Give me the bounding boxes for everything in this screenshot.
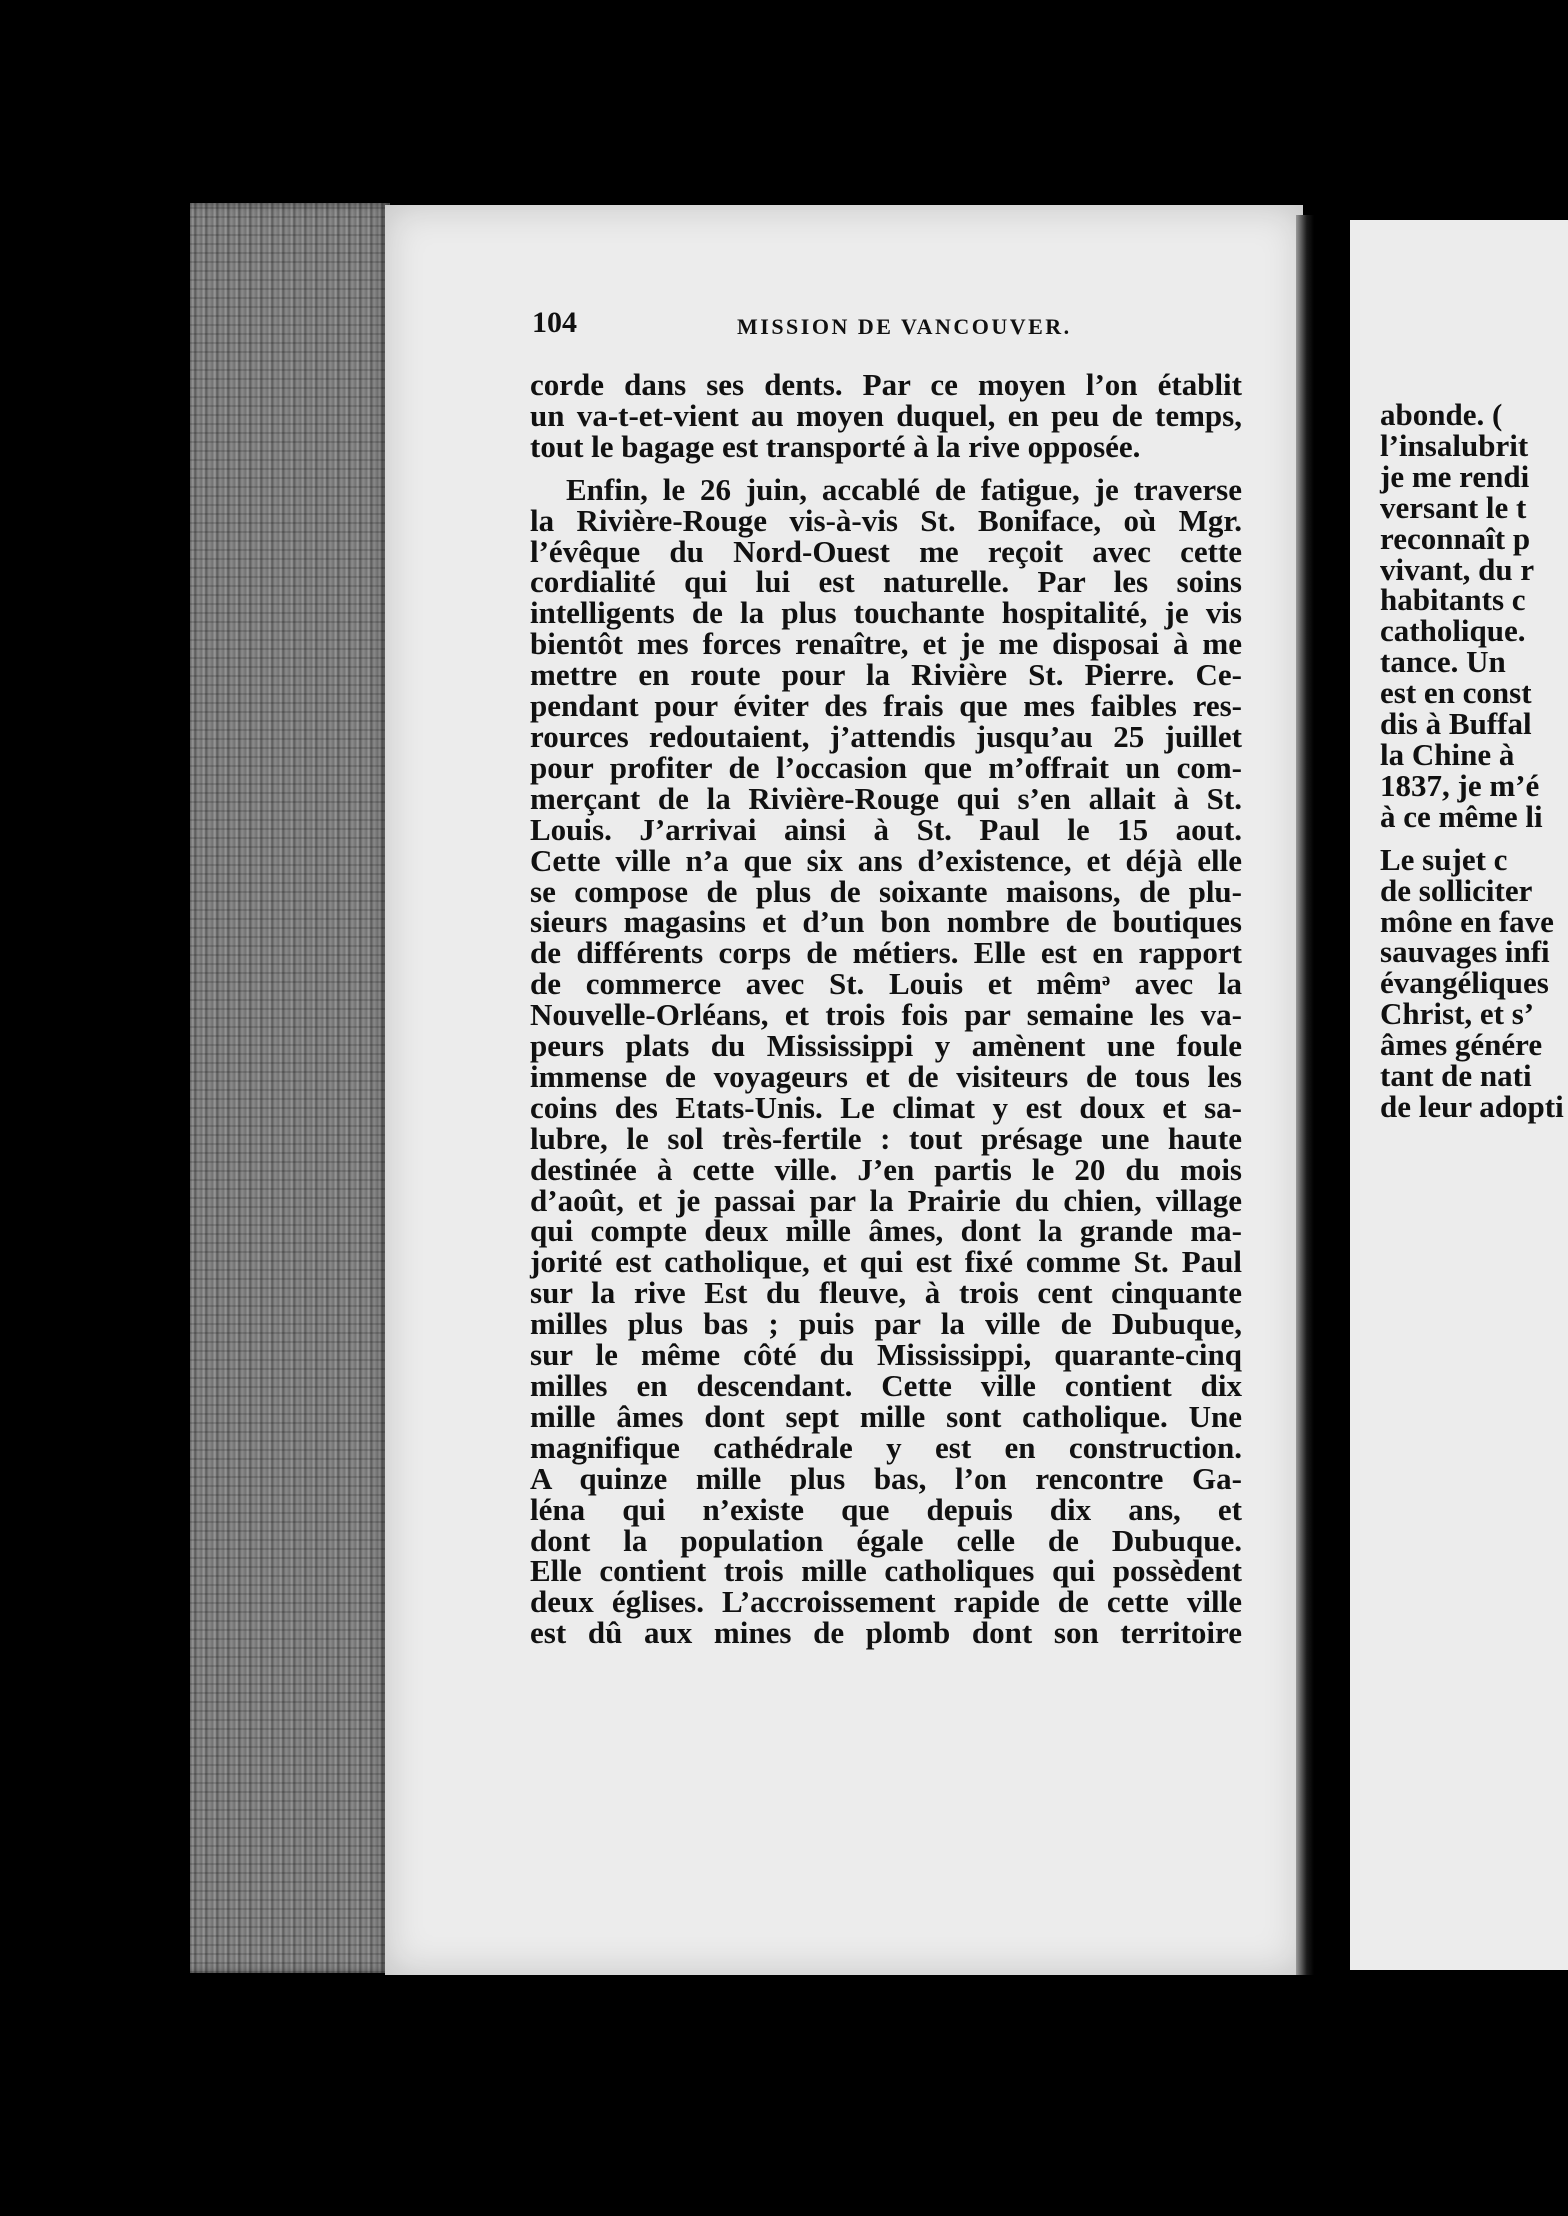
text-line: Elle contient trois mille catholiques qui possèdent <box>530 1553 1242 1589</box>
text-line: de solliciter <box>1380 872 1533 908</box>
text-line: se compose de plus de soixante maisons, de plu- <box>530 873 1242 909</box>
text-line: de leur adopti <box>1380 1088 1564 1124</box>
text-line: immense de voyageurs et de visiteurs de tous les <box>530 1058 1242 1094</box>
text-line: pour profiter de l’occasion que m’offrait un com- <box>530 749 1242 785</box>
text-line: de commerce avec St. Louis et mêmᵊ avec la <box>530 966 1242 1002</box>
text-line: l’insalubrit <box>1380 427 1529 463</box>
text-line: de différents corps de métiers. Elle est en rapport <box>530 935 1242 971</box>
text-line: léna qui n’existe que depuis dix ans, et <box>530 1491 1242 1527</box>
text-line: peurs plats du Mississippi y amènent une foule <box>530 1028 1242 1064</box>
text-line: à ce même li <box>1380 798 1543 834</box>
paragraph-2 <box>530 471 1242 1651</box>
text-line: l’évêque du Nord-Ouest me reçoit avec cette <box>530 533 1242 569</box>
text-line: abonde. ( <box>1380 397 1503 432</box>
book-gutter <box>1296 215 1314 1975</box>
text-line: est dû aux mines de plomb dont son territoire <box>530 1615 1242 1651</box>
text-line: coins des Etats-Unis. Le climat y est doux et sa- <box>530 1089 1242 1125</box>
text-line: lubre, le sol très-fertile : tout présage une haute <box>530 1120 1242 1156</box>
body-text <box>530 367 1242 1651</box>
text-line: intelligents de la plus touchante hospitalité, je vis <box>530 595 1242 631</box>
text-line: milles plus bas ; puis par la ville de Dubuque, <box>530 1306 1242 1342</box>
text-line: un va-t-et-vient au moyen duquel, en peu de temps, <box>530 397 1242 433</box>
text-line: tance. Un <box>1380 644 1506 680</box>
text-line: corde dans ses dents. Par ce moyen l’on établit <box>530 367 1242 402</box>
text-line: merçant de la Rivière-Rouge qui s’en allait à St. <box>530 780 1242 816</box>
page-number: 104 <box>532 306 577 339</box>
text-line: sur la rive Est du fleuve, à trois cent cinquante <box>530 1275 1242 1311</box>
text-line: mettre en route pour la Rivière St. Pierre. Ce- <box>530 657 1242 693</box>
text-line: d’août, et je passai par la Prairie du chien, village <box>530 1182 1242 1218</box>
text-line: versant le t <box>1380 489 1527 525</box>
text-line: rources redoutaient, j’attendis jusqu’au 25 juillet <box>530 718 1242 754</box>
text-line: habitants c <box>1380 582 1526 618</box>
right-page-text <box>1380 397 1568 1124</box>
text-line: sieurs magasins et d’un bon nombre de boutiques <box>530 904 1242 940</box>
text-line: 1837, je m’é <box>1380 767 1540 803</box>
text-line: Christ, et s’ <box>1380 996 1535 1032</box>
text-line: pendant pour éviter des frais que mes faibles res- <box>530 688 1242 724</box>
book-page-edges <box>190 203 390 1973</box>
paragraph-1 <box>530 367 1242 464</box>
text-line: sur le même côté du Mississippi, quarante-cinq <box>530 1337 1242 1373</box>
text-line: vivant, du r <box>1380 551 1535 587</box>
text-line: destinée à cette ville. J’en partis le 20 du mois <box>530 1151 1242 1187</box>
text-line: Le sujet c <box>1380 841 1508 877</box>
text-line: milles en descendant. Cette ville contient dix <box>530 1368 1242 1403</box>
text-line: sauvages infi <box>1380 934 1550 970</box>
text-line: cordialité qui lui est naturelle. Par les soins <box>530 564 1242 600</box>
text-line: magnifique cathédrale y est en construction. <box>530 1429 1242 1465</box>
text-line: deux églises. L’accroissement rapide de cette ville <box>530 1584 1242 1620</box>
text-line: est en const <box>1380 675 1532 711</box>
text-line: tant de nati <box>1380 1058 1532 1094</box>
text-line: je me rendi <box>1380 458 1530 494</box>
text-line: Cette ville n’a que six ans d’existence, et déjà elle <box>530 842 1242 878</box>
text-line: âmes génére <box>1380 1027 1543 1063</box>
text-line: évangéliques <box>1380 965 1549 1001</box>
text-line: Louis. J’arrivai ainsi à St. Paul le 15 aout. <box>530 811 1242 847</box>
text-line: A quinze mille plus bas, l’on rencontre Ga- <box>530 1460 1242 1496</box>
text-line: mône en fave <box>1380 903 1554 939</box>
text-line: la Chine à <box>1380 736 1515 772</box>
text-line: Enfin, le 26 juin, accablé de fatigue, je traverse <box>566 471 1242 507</box>
text-line: la Rivière-Rouge vis-à-vis St. Boniface, où Mgr. <box>530 502 1242 538</box>
running-title: MISSION DE VANCOUVER. <box>737 314 1072 339</box>
text-line: Nouvelle-Orléans, et trois fois par semaine les va- <box>530 997 1242 1033</box>
text-line: catholique. <box>1380 613 1526 649</box>
text-line: tout le bagage est transporté à la rive opposée. <box>530 428 1141 464</box>
text-line: dont la population égale celle de Dubuque. <box>530 1522 1242 1558</box>
text-line: reconnaît p <box>1380 520 1531 556</box>
text-line: mille âmes dont sept mille sont catholique. Une <box>530 1398 1242 1434</box>
text-line: dis à Buffal <box>1380 706 1532 742</box>
text-line: bientôt mes forces renaître, et je me disposai à me <box>530 626 1242 662</box>
text-line: jorité est catholique, et qui est fixé comme St. Paul <box>530 1244 1242 1280</box>
text-line: qui compte deux mille âmes, dont la grande ma- <box>530 1213 1242 1249</box>
page-header <box>532 306 1092 342</box>
